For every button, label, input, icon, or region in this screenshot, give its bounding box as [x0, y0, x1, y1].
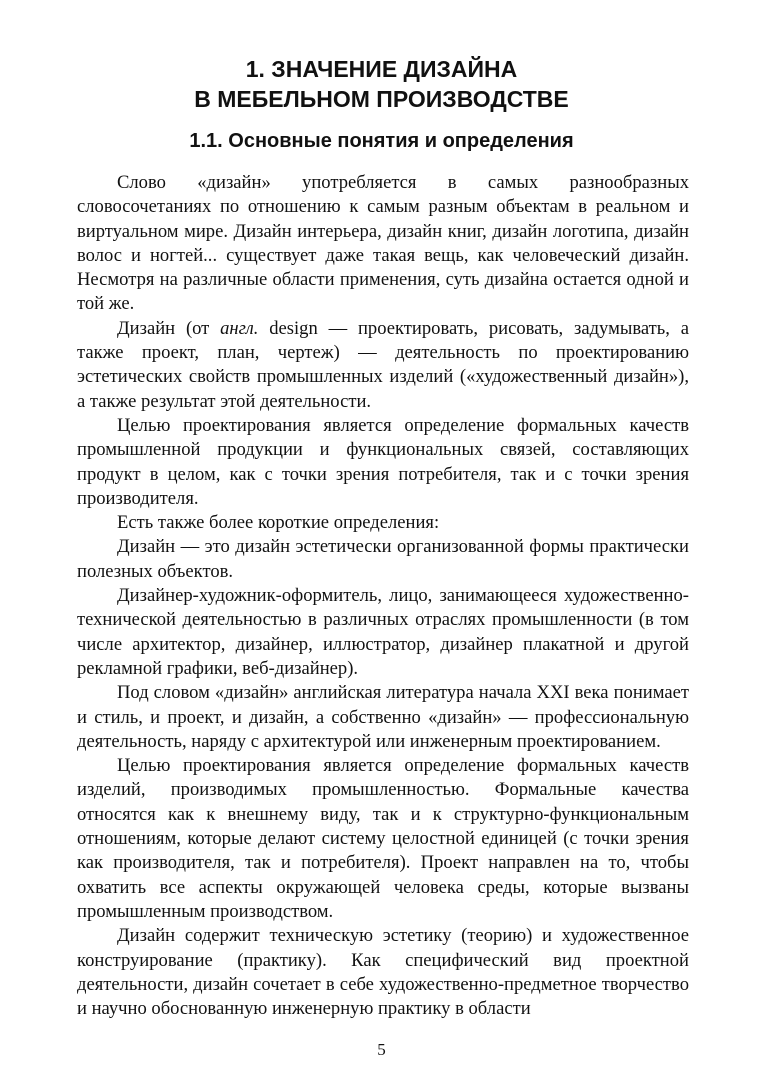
- chapter-title-line-1: 1. ЗНАЧЕНИЕ ДИЗАЙНА: [245, 56, 518, 82]
- paragraph-9: Дизайн содержит техническую эстетику (теорию) и художественное конструирование (практику). Как специфический вид проектной деятельности, дизайн сочетает в себе художественно-предметное творчество и научно обоснованную инженерную практику в области: [77, 925, 689, 1020]
- paragraph-2-end: design — проектировать, рисовать, задумывать, а также проект, план, чертеж) — деятельность по проектированию эстетических свойств промышленных изделий («художественный дизайн»), а также результат этой деятельности.: [77, 317, 689, 412]
- paragraph-2-start: Дизайн (от: [117, 317, 221, 339]
- paragraph-2-italic: англ.: [220, 317, 259, 339]
- paragraph-1: Слово «дизайн» употребляется в самых разнообразных словосочетаниях по отношению к самым разным объектам в реальном и виртуальном мире. Дизайн интерьера, дизайн книг, дизайн логотипа, дизайн волос и ногтей... существует даже такая вещь, как человеческий дизайн. Несмотря на различные области применения, суть дизайна остается одной и той же.: [77, 172, 689, 315]
- paragraph-8: Целью проектирования является определение формальных качеств изделий, производимых промышленностью. Формальные качества относятся как к внешнему виду, так и к структурно-функциональным отношениям, которые делают систему целостной единицей (с точки зрения как производителя, так и потребителя). Проект направлен на то, чтобы охватить все аспекты окружающей человека среды, которые вызваны промышленным производством.: [77, 755, 689, 922]
- paragraph-4: Есть также более короткие определения:: [117, 512, 440, 534]
- paragraph-3: Целью проектирования является определение формальных качеств промышленной продукции и функциональных связей, составляющих продукт в целом, как с точки зрения потребителя, так и с точки зрения производителя.: [77, 414, 689, 509]
- body-text: [77, 171, 689, 1021]
- page-number: 5: [377, 1040, 386, 1059]
- paragraph-6: Дизайнер-художник-оформитель, лицо, занимающееся художественно-технической деятельностью в различных отраслях промышленности (в том числе архитектор, дизайнер, иллюстратор, дизайнер плакатной и другой рекламной графики, веб-дизайнер).: [77, 585, 689, 679]
- section-title: 1.1. Основные понятия и определения: [189, 130, 574, 152]
- chapter-title: [0, 54, 763, 114]
- chapter-title-line-2: В МЕБЕЛЬНОМ ПРОИЗВОДСТВЕ: [194, 86, 569, 112]
- paragraph-7: Под словом «дизайн» английская литература начала XXI века понимает и стиль, и проект, и дизайн, а собственно «дизайн» — профессиональную деятельность, наряду с архитектурой или инженерным проектированием.: [77, 682, 689, 752]
- paragraph-2: [77, 317, 689, 414]
- paragraph-5: Дизайн — это дизайн эстетически организованной формы практически полезных объектов.: [77, 536, 689, 582]
